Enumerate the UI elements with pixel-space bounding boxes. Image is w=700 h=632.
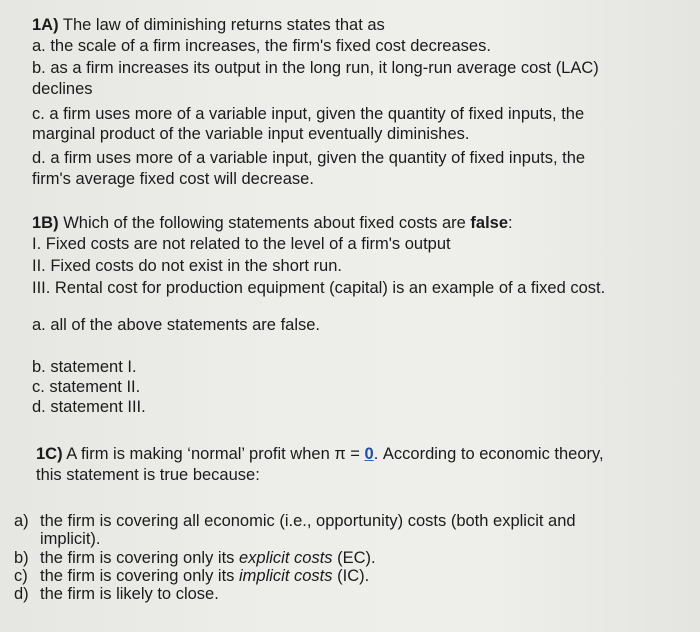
q1c-option-b-tail: (EC). (337, 549, 376, 567)
q1c-stem-post: . According to economic theory, (373, 445, 604, 463)
q1b-statement-3: III. Rental cost for production equipment (capital) is an example of a fixed cost. (32, 279, 606, 297)
q1b-option-b: b. statement I. (32, 358, 137, 376)
q1a-option-d-line2: firm's average fixed cost will decrease. (32, 170, 314, 188)
q1c-blank-value: 0 (364, 445, 374, 463)
q1b-stem-emphasis: false (470, 214, 509, 232)
q1a-stem-line (32, 16, 385, 34)
q1c-option-c (40, 567, 369, 585)
q1c-option-b-marker: b) (14, 549, 29, 567)
q1c-stem-line2: this statement is true because: (36, 466, 260, 484)
q1c-option-d-marker: d) (14, 585, 29, 603)
q1c-option-b-text: the firm is covering only its (40, 549, 235, 567)
q1b-label: 1B) (32, 214, 59, 232)
q1b-stem-line (32, 214, 513, 232)
q1c-option-b-emphasis: explicit costs (239, 549, 333, 567)
q1c-stem-pre: A firm is making ‘normal’ profit when π = (66, 445, 360, 463)
q1b-statement-2: II. Fixed costs do not exist in the short run. (32, 257, 342, 275)
q1c-option-a-marker: a) (14, 512, 29, 530)
q1c-option-c-marker: c) (14, 567, 28, 585)
q1c-option-c-text: the firm is covering only its (40, 567, 235, 585)
q1c-option-a-line2: implicit). (40, 530, 101, 548)
q1a-option-a: a. the scale of a firm increases, the firm's fixed cost decreases. (32, 37, 491, 55)
q1a-option-c-line1: c. a firm uses more of a variable input, given the quantity of fixed inputs, the (32, 105, 585, 123)
q1c-option-c-emphasis: implicit costs (239, 567, 333, 585)
q1c-label: 1C) (36, 445, 63, 463)
q1b-stem-colon: : (508, 214, 513, 232)
q1c-option-a-line1: the firm is covering all economic (i.e., opportunity) costs (both explicit and (40, 512, 576, 530)
q1b-option-d: d. statement III. (32, 398, 146, 416)
q1b-option-a: a. all of the above statements are false. (32, 316, 321, 334)
q1c-option-d: the firm is likely to close. (40, 585, 219, 603)
q1c-stem-line1 (36, 445, 604, 463)
q1c-option-b (40, 549, 376, 567)
q1b-stem: Which of the following statements about fixed costs are (63, 214, 466, 232)
q1b-option-c: c. statement II. (32, 378, 141, 396)
q1b-statement-1: I. Fixed costs are not related to the level of a firm's output (32, 235, 451, 253)
q1a-option-b-line1: b. as a firm increases its output in the long run, it long-run average cost (LAC) (32, 59, 599, 77)
q1a-stem: The law of diminishing returns states that as (62, 16, 385, 34)
q1c-option-c-tail: (IC). (337, 567, 370, 585)
q1a-option-d-line1: d. a firm uses more of a variable input, given the quantity of fixed inputs, the (32, 149, 586, 167)
q1a-option-c-line2: marginal product of the variable input eventually diminishes. (32, 125, 470, 143)
q1a-label: 1A) (32, 16, 59, 34)
q1a-option-b-line2: declines (32, 80, 93, 98)
